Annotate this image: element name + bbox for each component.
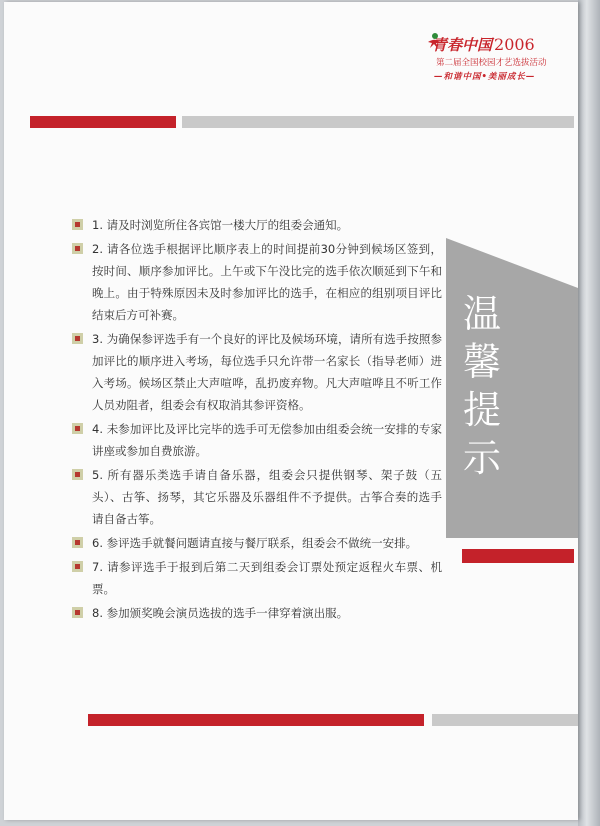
event-logo xyxy=(432,26,572,86)
bottom-red-bar xyxy=(88,714,424,726)
section-title: 温 馨 提 示 xyxy=(462,292,501,480)
list-item: 4. 未参加评比及评比完毕的选手可无偿参加由组委会统一安排的专家讲座或参加自费旅游。 xyxy=(70,418,442,462)
logo-title: 青春中国 2006 xyxy=(432,35,535,54)
bullet-icon xyxy=(72,537,83,548)
list-item: 7. 请参评选手于报到后第二天到组委会订票处预定返程火车票、机票。 xyxy=(70,556,442,600)
list-item: 5. 所有器乐类选手请自备乐器，组委会只提供钢琴、架子鼓（五头）、古筝、扬琴，其它乐器及乐器组件不予提供。古筝合奏的选手请自备古筝。 xyxy=(70,464,442,530)
bullet-icon xyxy=(72,333,83,344)
bullet-icon xyxy=(72,423,83,434)
list-item: 8. 参加颁奖晚会演员选拔的选手一律穿着演出服。 xyxy=(70,602,442,624)
logo-slogan: —和谐中国•美丽成长— xyxy=(434,72,536,82)
bullet-icon xyxy=(72,607,83,618)
list-item: 6. 参评选手就餐问题请直接与餐厅联系，组委会不做统一安排。 xyxy=(70,532,442,554)
bullet-icon xyxy=(72,243,83,254)
list-item: 1. 请及时浏览所住各宾馆一楼大厅的组委会通知。 xyxy=(70,214,442,236)
list-item: 3. 为确保参评选手有一个良好的评比及候场环境，请所有选手按照参加评比的顺序进入考场，每位选手只允许带一名家长（指导老师）进入考场。候场区禁止大声喧哗，乱扔废弃物。凡大声喧哗且不听工作人员劝阻者，组委会有权取消其参评资格。 xyxy=(70,328,442,416)
mid-red-bar xyxy=(462,549,574,563)
bullet-icon xyxy=(72,469,83,480)
notice-list xyxy=(70,214,442,626)
top-gray-bar xyxy=(182,116,574,128)
top-red-bar xyxy=(30,116,176,128)
binding-spine xyxy=(578,0,600,826)
bottom-gray-bar xyxy=(432,714,578,726)
logo-subtitle: 第二届全国校园才艺选拔活动 xyxy=(436,58,547,68)
list-item: 2. 请各位选手根据评比顺序表上的时间提前30分钟到候场区签到，按时间、顺序参加评比。上午或下午没比完的选手依次顺延到下午和晚上。由于特殊原因未及时参加评比的选手，在相应的组别项目评比结束后方可补赛。 xyxy=(70,238,442,326)
bullet-icon xyxy=(72,561,83,572)
bullet-icon xyxy=(72,219,83,230)
